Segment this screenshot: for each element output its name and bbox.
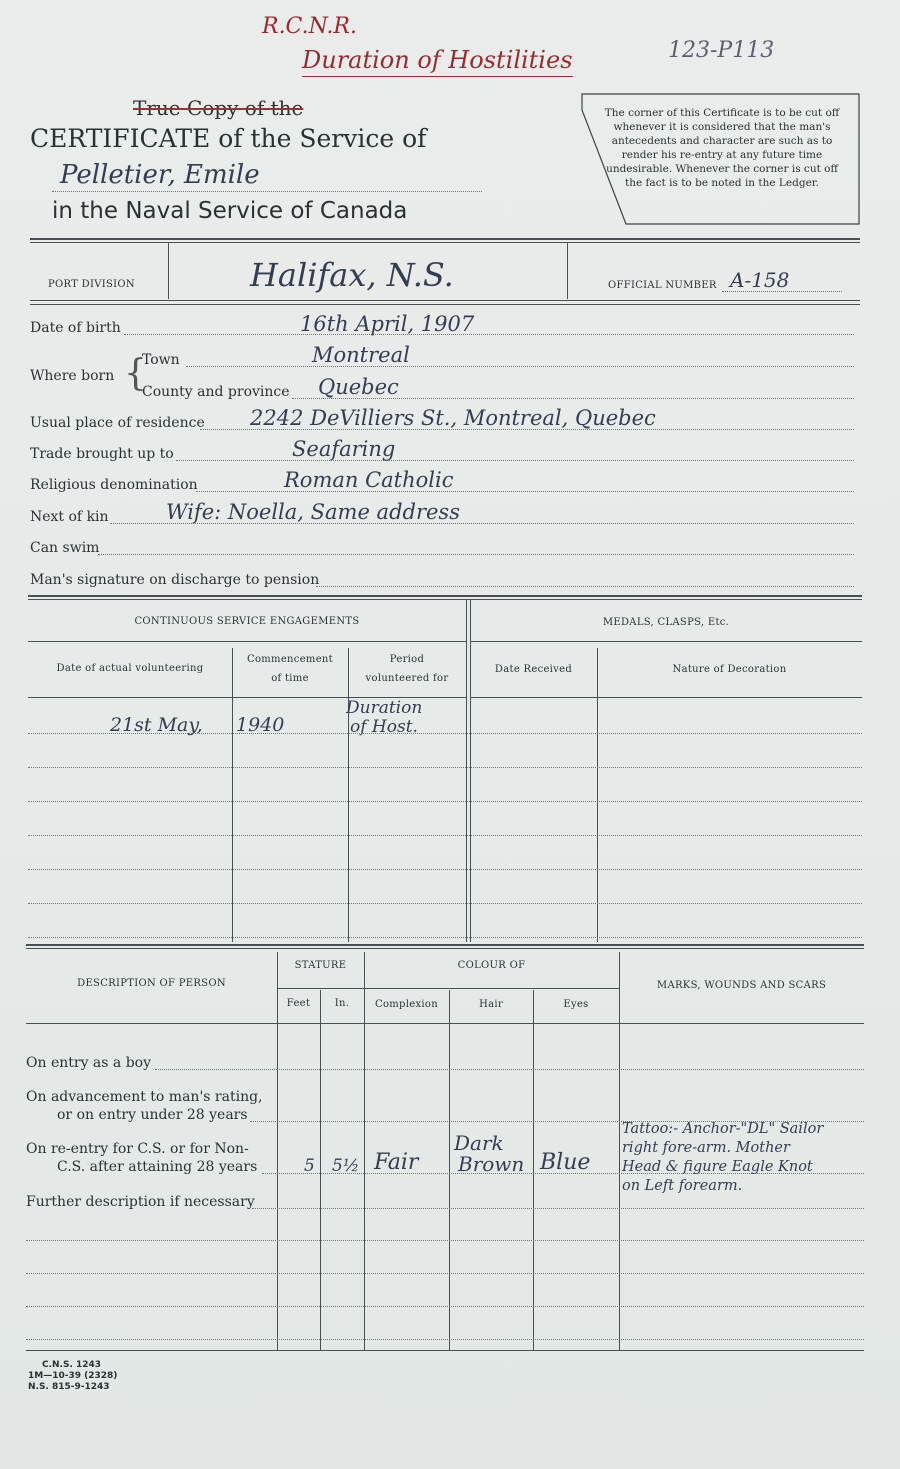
marks-line-3: Head & figure Eagle Knot [622, 1159, 813, 1175]
hair-value-2: Brown [458, 1152, 525, 1176]
row-advancement-2: or on entry under 28 years [57, 1107, 248, 1123]
brace-glyph: { [124, 353, 147, 394]
top-note-rcnr: R.C.N.R. [262, 14, 357, 39]
hair-value-1: Dark [454, 1131, 504, 1155]
next-of-kin-label: Next of kin [30, 509, 109, 525]
sailor-name: Pelletier, Emile [60, 160, 260, 190]
col-commencement-2: of time [271, 673, 309, 684]
complexion-value: Fair [374, 1150, 419, 1175]
official-number-label: OFFICIAL NUMBER [608, 280, 717, 291]
stature-header: STATURE [294, 960, 347, 971]
service-year: 1940 [236, 714, 285, 736]
religion-value: Roman Catholic [284, 468, 454, 492]
file-reference: 123-P113 [668, 38, 775, 63]
dob-label: Date of birth [30, 320, 121, 336]
row-reentry-1: On re-entry for C.S. or for Non- [26, 1141, 249, 1157]
col-period-2: volunteered for [365, 673, 449, 684]
service-date: 21st May, [110, 714, 203, 736]
county-label: County and province [142, 384, 290, 400]
medals-header: MEDALS, CLASPS, Etc. [602, 617, 730, 628]
colour-header: COLOUR OF [457, 960, 526, 971]
col-eyes: Eyes [563, 999, 589, 1010]
row-entry-boy: On entry as a boy [26, 1055, 152, 1071]
form-code-line-1: C.N.S. 1243 [42, 1360, 102, 1370]
port-division-value: Halifax, N.S. [250, 256, 454, 294]
can-swim-label: Can swim [30, 540, 100, 556]
col-complexion: Complexion [375, 999, 438, 1010]
certificate-title: CERTIFICATE of the Service of [30, 124, 427, 153]
form-code [28, 1360, 117, 1393]
eyes-value: Blue [540, 1150, 591, 1175]
signature-label: Man's signature on discharge to pension [30, 572, 320, 588]
trade-value: Seafaring [292, 437, 396, 461]
dob-value: 16th April, 1907 [300, 312, 475, 336]
struck-line: True Copy of the [133, 96, 304, 120]
col-date-volunteering: Date of actual volunteering [56, 663, 204, 674]
where-born-label: Where born [30, 368, 115, 384]
col-feet: Feet [286, 998, 311, 1009]
stature-feet-value: 5 [304, 1156, 315, 1176]
marks-header: MARKS, WOUNDS AND SCARS [656, 980, 827, 991]
col-commencement: Commencement [247, 654, 333, 665]
county-value: Quebec [318, 375, 399, 399]
marks-line-1: Tattoo:- Anchor-"DL" Sailor [622, 1121, 824, 1137]
form-code-line-2: 1M—10-39 (2328) [28, 1371, 118, 1381]
port-division-label: PORT DIVISION [48, 279, 135, 290]
marks-line-4: on Left forearm. [622, 1178, 743, 1194]
row-advancement-1: On advancement to man's rating, [26, 1089, 263, 1105]
corner-cutoff-note: The corner of this Certificate is to be cut off whenever it is considered that the man's antecedents and character are such as to render his re-entry at any future time undesirable. Whenever the corner is cut off the fact is to be noted in the Ledger. [604, 107, 840, 189]
service-header: CONTINUOUS SERVICE ENGAGEMENTS [134, 616, 360, 627]
stature-inches-value: 5½ [332, 1156, 360, 1176]
service-period-1: Duration [346, 698, 423, 718]
town-label: Town [142, 352, 180, 368]
col-date-received: Date Received [494, 664, 573, 675]
col-hair: Hair [479, 999, 503, 1010]
official-number-value: A-158 [730, 268, 790, 292]
col-nature-decoration: Nature of Decoration [672, 664, 787, 675]
col-inches: In. [334, 998, 350, 1009]
trade-label: Trade brought up to [30, 446, 174, 462]
residence-value: 2242 DeVilliers St., Montreal, Quebec [250, 406, 656, 430]
col-period: Period [389, 654, 425, 665]
marks-line-2: right fore-arm. Mother [622, 1140, 790, 1156]
row-further: Further description if necessary [26, 1194, 255, 1210]
row-reentry-2: C.S. after attaining 28 years [57, 1159, 258, 1175]
description-header: DESCRIPTION OF PERSON [77, 978, 226, 989]
certificate-subtitle: in the Naval Service of Canada [52, 198, 408, 224]
residence-label: Usual place of residence [30, 415, 205, 431]
town-value: Montreal [312, 343, 410, 367]
top-note-duration: Duration of Hostilities [302, 46, 573, 77]
service-period-2: of Host. [350, 717, 418, 737]
next-of-kin-value: Wife: Noella, Same address [166, 500, 460, 524]
religion-label: Religious denomination [30, 477, 198, 493]
form-code-line-3: N.S. 815-9-1243 [28, 1382, 110, 1392]
